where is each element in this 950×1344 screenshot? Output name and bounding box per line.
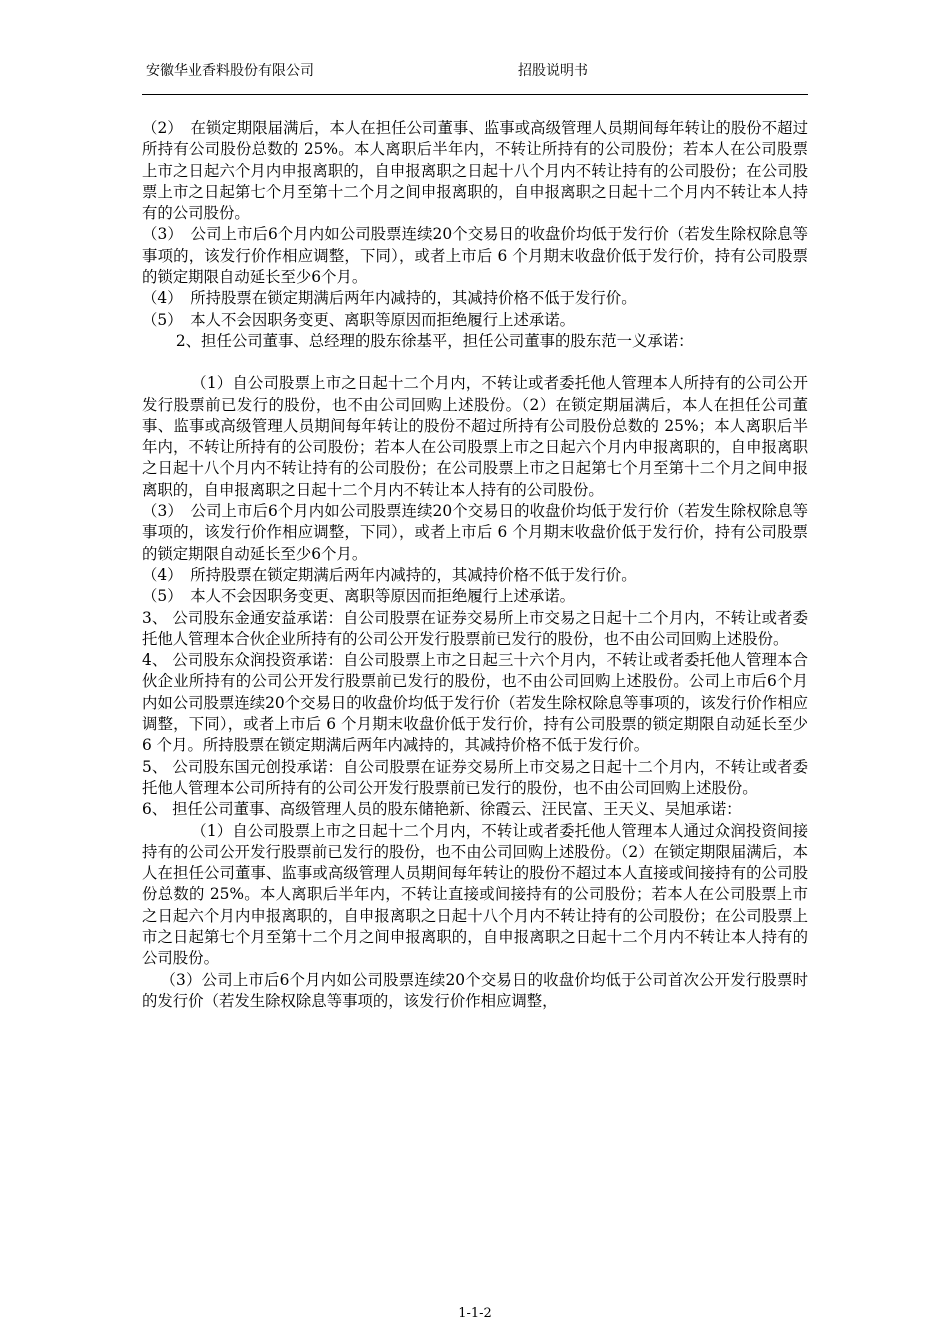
paragraph-6-1-2: （1）自公司股票上市之日起十二个月内，不转让或者委托他人管理本人通过众润投资间接持有的公司公开发行股票前已发行的股份，也不由公司回购上述股份。（2）在锁定期限届满后，本人在担任公司董事、监事或高级管理人员期间每年转让的股份不超过本人直接或间接持有的公司股份总数的 25%。本人离职后半年内，不转让直接或间接持有的公司股份；若本人在公司股票上市之日起六个月内申报离职的，自申报离职之日起十八个月内不转让持有的公司股份；在公司股票上市之日起第七个月至第十二个月之间申报离职的，自申报离职之日起十二个月内不转让本人持有的公司股份。 <box>142 821 808 968</box>
paragraph-1-4: （4） 所持股票在锁定期满后两年内减持的，其减持价格不低于发行价。 <box>142 289 637 308</box>
paragraph-1-5: （5） 本人不会因职务变更、离职等原因而拒绝履行上述承诺。 <box>142 310 576 329</box>
paragraph-2-3: （3） 公司上市后6个月内如公司股票连续20个交易日的收盘价均低于发行价（若发生除权除息等事项的，该发行价作相应调整，下同），或者上市后 6 个月期末收盘价低于发行价，持有公司股票的锁定期限自动延长至少6个月。 <box>142 502 808 563</box>
paragraph-1-2: （2） 在锁定期限届满后，本人在担任公司董事、监事或高级管理人员期间每年转让的股份不超过所持有公司股份总数的 25%。本人离职后半年内，不转让所持有的公司股份；若本人在公司股票上市之日起六个月内申报离职的，自申报离职之日起十八个月内不转让持有的公司股份；在公司股票上市之日起第七个月至第十二个月之间申报离职的，自申报离职之日起十二个月内不转让本人持有的公司股份。 <box>142 119 808 223</box>
section-5: 5、 公司股东国元创投承诺：自公司股票在证券交易所上市交易之日起十二个月内，不转让或者委托他人管理本公司所持有的公司公开发行股票前已发行的股份，也不由公司回购上述股份。 <box>142 757 808 797</box>
blank-line <box>142 352 808 373</box>
paragraph-1-3: （3） 公司上市后6个月内如公司股票连续20个交易日的收盘价均低于发行价（若发生除权除息等事项的，该发行价作相应调整，下同），或者上市后 6 个月期末收盘价低于发行价，持有公司股票的锁定期限自动延长至少6个月。 <box>142 225 808 287</box>
section-6-heading: 6、 担任公司董事、高级管理人员的股东储艳新、徐霞云、汪民富、王天义、吴旭承诺： <box>142 800 742 819</box>
paragraph-6-3: （3）公司上市后6个月内如公司股票连续20个交易日的收盘价均低于公司首次公开发行股票时的发行价（若发生除权除息等事项的，该发行价作相应调整， <box>142 970 808 1010</box>
document-type: 招股说明书 <box>518 63 588 79</box>
section-4: 4、 公司股东众润投资承诺：自公司股票上市之日起三十六个月内，不转让或者委托他人管理本合伙企业所持有的公司公开发行股票前已发行的股份，也不由公司回购上述股份。公司上市后6个月内如公司股票连续20个交易日的收盘价均低于发行价（若发生除权除息等事项的，该发行价作相应调整，下同），或者上市后 6 个月期末收盘价低于发行价，持有公司股票的锁定期限自动延长至少 6 个月。所持股票在锁定期满后两年内减持的，其减持价格不低于发行价。 <box>142 651 808 755</box>
company-name: 安徽华业香料股份有限公司 <box>146 63 314 79</box>
paragraph-2-1-2: （1）自公司股票上市之日起十二个月内，不转让或者委托他人管理本人所持有的公司公开发行股票前已发行的股份，也不由公司回购上述股份。（2）在锁定期届满后，本人在担任公司董事、监事或高级管理人员期间每年转让的股份不超过所持有公司股份总数的 25%；本人离职后半年内，不转让所持有的公司股份；若本人在公司股票上市之日起六个月内申报离职的，自申报离职之日起十八个月内不转让持有的公司股份；在公司股票上市之日起第七个月至第十二个月之间申报离职的，自申报离职之日起十二个月内不转让本人持有的公司股份。 <box>142 374 808 499</box>
page-number: 1-1-2 <box>458 1306 492 1321</box>
page-header <box>142 56 808 95</box>
paragraph-2-5: （5） 本人不会因职务变更、离职等原因而拒绝履行上述承诺。 <box>142 587 576 606</box>
section-2-heading: 2、担任公司董事、总经理的股东徐基平，担任公司董事的股东范一义承诺： <box>175 331 694 350</box>
document-body <box>142 118 808 1012</box>
paragraph-2-4: （4） 所持股票在锁定期满后两年内减持的，其减持价格不低于发行价。 <box>142 565 637 584</box>
section-3: 3、 公司股东金通安益承诺：自公司股票在证券交易所上市交易之日起十二个月内，不转让或者委托他人管理本合伙企业所持有的公司公开发行股票前已发行的股份，也不由公司回购上述股份。 <box>142 608 808 648</box>
